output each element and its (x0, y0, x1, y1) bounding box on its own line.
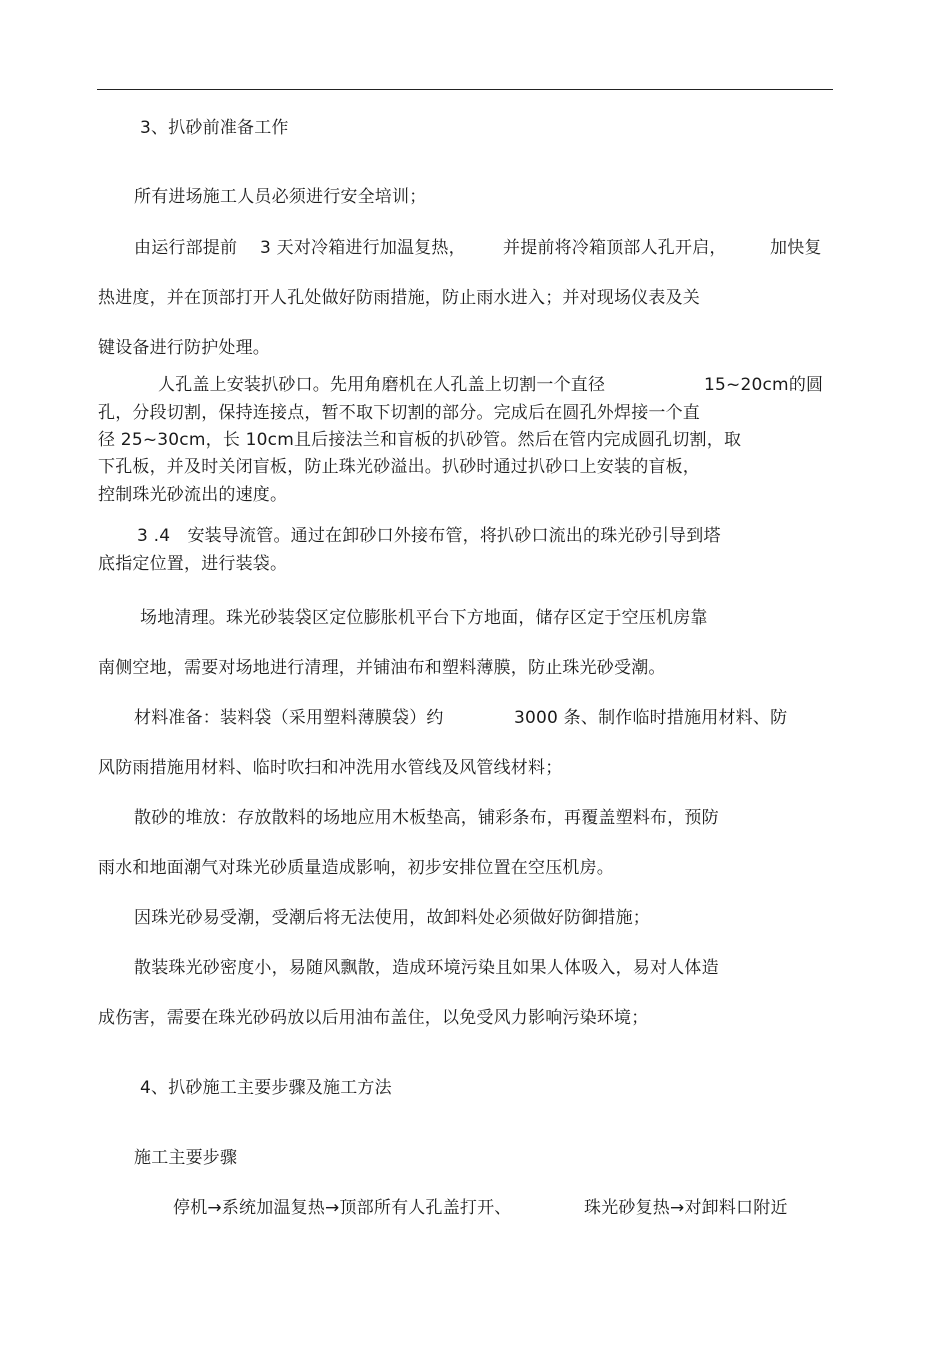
para-dust-line2: 成伤害，需要在珠光砂码放以后用油布盖住，以免受风力影响污染环境； (98, 1008, 649, 1028)
para-manhole-line5: 控制珠光砂流出的速度。 (98, 485, 288, 505)
para-preheat-line1-a: 由运行部提前 (134, 238, 238, 258)
para-site-line2: 南侧空地，需要对场地进行清理，并铺油布和塑料薄膜，防止珠光砂受潮。 (98, 658, 666, 678)
para-materials-line1-b: 3000 条、制作临时措施用材料、防 (514, 708, 788, 728)
para-guide-line2: 底指定位置，进行装袋。 (98, 554, 288, 574)
para-safety-training: 所有进场施工人员必须进行安全培训； (134, 187, 427, 207)
para-preheat-line1-b: 3 天对冷箱进行加温复热， (260, 238, 466, 258)
para-dust-line1: 散装珠光砂密度小，易随风飘散，造成环境污染且如果人体吸入，易对人体造 (134, 958, 719, 978)
para-manhole-line1-a: 人孔盖上安装扒砂口。先用角磨机在人孔盖上切割一个直径 (158, 375, 606, 395)
para-preheat-line2: 热进度，并在顶部打开人孔处做好防雨措施，防止雨水进入；并对现场仪表及关 (98, 288, 700, 308)
para-guide-line1: 3 .4 安装导流管。通过在卸砂口外接布管，将扒砂口流出的珠光砂引导到塔 (137, 526, 721, 546)
para-preheat-line1-c: 并提前将冷箱顶部人孔开启， (503, 238, 727, 258)
para-materials-line2: 风防雨措施用材料、临时吹扫和冲洗用水管线及风管线材料； (98, 758, 563, 778)
para-manhole-line3: 径 25~30cm，长 10cm且后接法兰和盲板的扒砂管。然后在管内完成圆孔切割，取 (98, 430, 742, 450)
para-steps-line1-b: 珠光砂复热→对卸料口附近 (584, 1198, 788, 1218)
para-site-line1: 场地清理。珠光砂装袋区定位膨胀机平台下方地面，储存区定于空压机房靠 (140, 608, 708, 628)
para-stacking-line1: 散砂的堆放：存放散料的场地应用木板垫高，铺彩条布，再覆盖塑料布，预防 (134, 808, 719, 828)
subheading-main-steps: 施工主要步骤 (134, 1148, 238, 1168)
para-materials-line1-a: 材料准备：装料袋（采用塑料薄膜袋）约 (134, 708, 444, 728)
section-heading-4: 4、扒砂施工主要步骤及施工方法 (140, 1078, 392, 1098)
para-manhole-line4: 下孔板，并及时关闭盲板，防止珠光砂溢出。扒砂时通过扒砂口上安装的盲板， (98, 457, 700, 477)
header-rule (97, 89, 833, 90)
para-steps-line1-a: 停机→系统加温复热→顶部所有人孔盖打开、 (173, 1198, 512, 1218)
para-moisture: 因珠光砂易受潮，受潮后将无法使用，故卸料处必须做好防御措施； (134, 908, 650, 928)
para-manhole-line1-b: 15~20cm的圆 (704, 375, 824, 395)
para-manhole-line2: 孔，分段切割，保持连接点，暂不取下切割的部分。完成后在圆孔外焊接一个直 (98, 403, 700, 423)
para-preheat-line1-d: 加快复 (770, 238, 822, 258)
para-preheat-line3: 键设备进行防护处理。 (98, 338, 270, 358)
para-stacking-line2: 雨水和地面潮气对珠光砂质量造成影响，初步安排位置在空压机房。 (98, 858, 614, 878)
section-heading-3: 3、扒砂前准备工作 (140, 118, 289, 138)
